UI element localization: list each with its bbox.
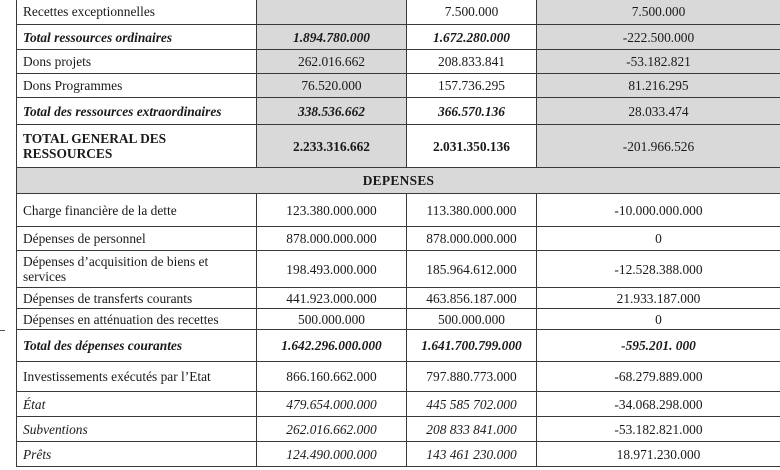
- value-col2: 7.500.000: [407, 0, 537, 25]
- row-label: Subventions: [17, 417, 257, 442]
- table-row: [17, 417, 780, 442]
- value-difference: -53.182.821: [537, 50, 780, 74]
- ressources-rows: [17, 0, 780, 168]
- row-label: Total des ressources extraordinaires: [17, 98, 257, 125]
- row-label: Charge financière de la dette: [17, 194, 257, 227]
- value-col2: 797.880.773.000: [407, 362, 537, 392]
- value-col1: 123.380.000.000: [257, 194, 407, 227]
- row-label: Dépenses d’acquisition de biens et services: [17, 251, 257, 288]
- value-col1: 2.233.316.662: [257, 125, 407, 168]
- value-difference: 81.216.295: [537, 74, 780, 98]
- value-col1: 124.490.000.000: [257, 442, 407, 467]
- table-row: [17, 251, 780, 288]
- value-col2: 185.964.612.000: [407, 251, 537, 288]
- budget-table: [16, 0, 780, 467]
- value-difference: 21.933.187.000: [537, 288, 780, 309]
- row-label: Dépenses de transferts courants: [17, 288, 257, 309]
- value-col1: 441.923.000.000: [257, 288, 407, 309]
- value-col2: 366.570.136: [407, 98, 537, 125]
- table-row: [17, 362, 780, 392]
- row-label: Prêts: [17, 442, 257, 467]
- table-row: [17, 25, 780, 50]
- row-label: Investissements exécutés par l’Etat: [17, 362, 257, 392]
- row-label: Dépenses de personnel: [17, 227, 257, 251]
- value-difference: -222.500.000: [537, 25, 780, 50]
- value-col1: 76.520.000: [257, 74, 407, 98]
- margin-tick-mark: [0, 330, 5, 331]
- row-label: État: [17, 392, 257, 417]
- table-row: [17, 194, 780, 227]
- value-difference: -53.182.821.000: [537, 417, 780, 442]
- value-col1: 1.894.780.000: [257, 25, 407, 50]
- value-col1: 198.493.000.000: [257, 251, 407, 288]
- value-col2: 878.000.000.000: [407, 227, 537, 251]
- row-label: Dons Programmes: [17, 74, 257, 98]
- row-label: Recettes exceptionnelles: [17, 0, 257, 25]
- table-row: [17, 227, 780, 251]
- table-row: [17, 309, 780, 330]
- value-col1: 878.000.000.000: [257, 227, 407, 251]
- value-col1: [257, 0, 407, 25]
- budget-table-container: [16, 0, 780, 467]
- table-row: [17, 442, 780, 467]
- value-col2: 445 585 702.000: [407, 392, 537, 417]
- value-difference: -68.279.889.000: [537, 362, 780, 392]
- value-difference: 28.033.474: [537, 98, 780, 125]
- value-col1: 500.000.000: [257, 309, 407, 330]
- value-col1: 338.536.662: [257, 98, 407, 125]
- value-difference: -201.966.526: [537, 125, 780, 168]
- depenses-header: DEPENSES: [17, 168, 780, 194]
- value-col2: 1.672.280.000: [407, 25, 537, 50]
- value-difference: -595.201. 000: [537, 330, 780, 362]
- value-col2: 143 461 230.000: [407, 442, 537, 467]
- value-difference: 0: [537, 227, 780, 251]
- value-col1: 262.016.662: [257, 50, 407, 74]
- value-difference: -12.528.388.000: [537, 251, 780, 288]
- value-difference: -10.000.000.000: [537, 194, 780, 227]
- value-col2: 500.000.000: [407, 309, 537, 330]
- value-col2: 157.736.295: [407, 74, 537, 98]
- row-label: Total ressources ordinaires: [17, 25, 257, 50]
- table-row: [17, 288, 780, 309]
- value-col1: 1.642.296.000.000: [257, 330, 407, 362]
- value-difference: 7.500.000: [537, 0, 780, 25]
- value-difference: -34.068.298.000: [537, 392, 780, 417]
- value-col2: 463.856.187.000: [407, 288, 537, 309]
- section-header-row: [17, 168, 780, 194]
- value-col1: 479.654.000.000: [257, 392, 407, 417]
- value-difference: 18.971.230.000: [537, 442, 780, 467]
- table-row: [17, 74, 780, 98]
- value-difference: 0: [537, 309, 780, 330]
- depenses-section: [17, 168, 780, 194]
- table-row: [17, 0, 780, 25]
- table-row: [17, 125, 780, 168]
- row-label: TOTAL GENERAL DES RESSOURCES: [17, 125, 257, 168]
- table-row: [17, 50, 780, 74]
- value-col2: 113.380.000.000: [407, 194, 537, 227]
- value-col1: 262.016.662.000: [257, 417, 407, 442]
- value-col2: 208.833.841: [407, 50, 537, 74]
- row-label: Dons projets: [17, 50, 257, 74]
- row-label: Total des dépenses courantes: [17, 330, 257, 362]
- value-col2: 2.031.350.136: [407, 125, 537, 168]
- value-col2: 208 833 841.000: [407, 417, 537, 442]
- table-row: [17, 98, 780, 125]
- depenses-rows: [17, 194, 780, 467]
- value-col2: 1.641.700.799.000: [407, 330, 537, 362]
- table-row: [17, 330, 780, 362]
- table-row: [17, 392, 780, 417]
- value-col1: 866.160.662.000: [257, 362, 407, 392]
- row-label: Dépenses en atténuation des recettes: [17, 309, 257, 330]
